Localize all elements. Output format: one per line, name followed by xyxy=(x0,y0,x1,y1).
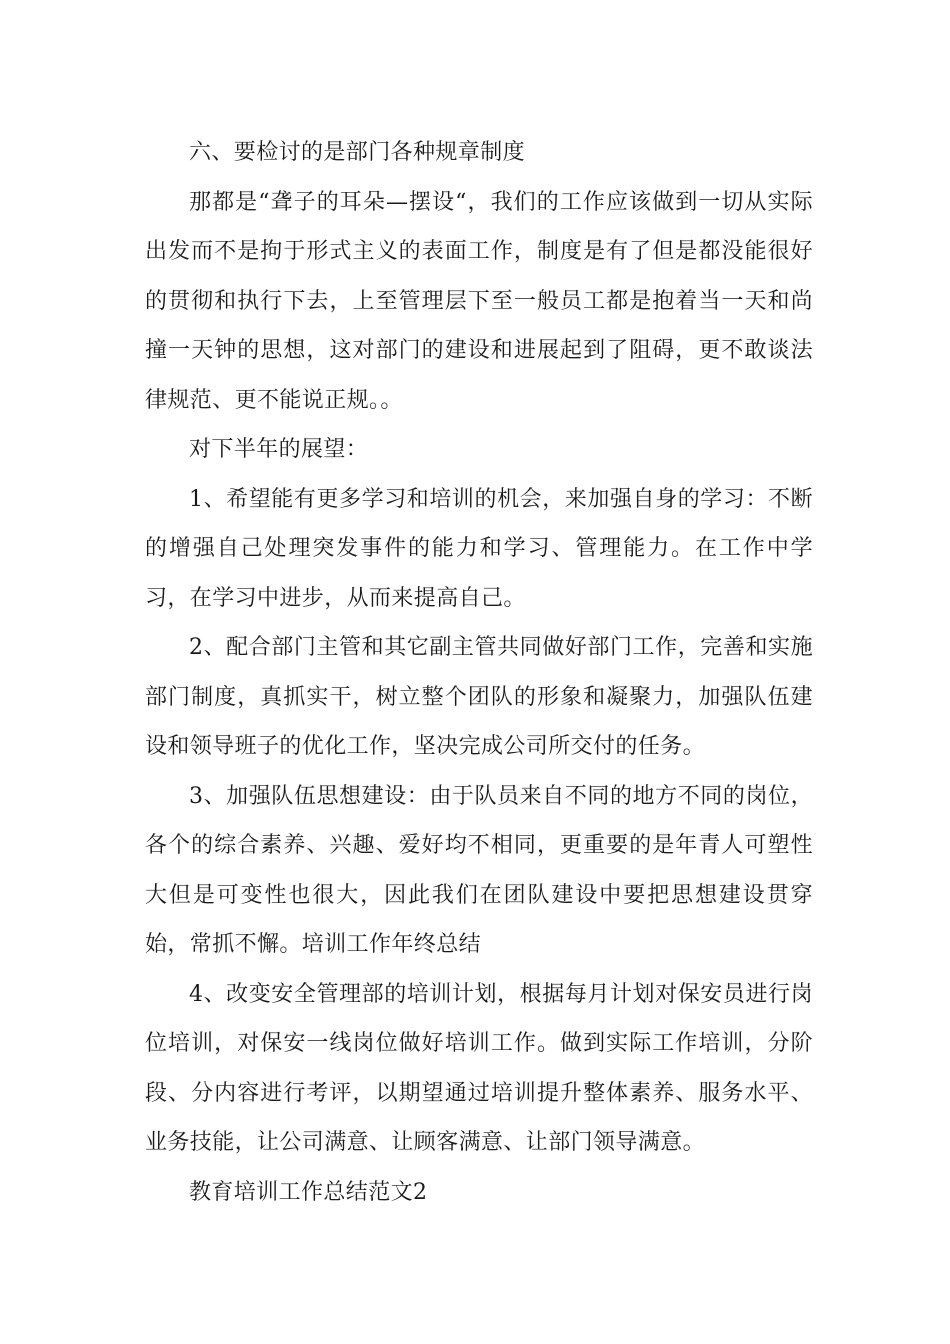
list-item: 3、加强队伍思想建设：由于队员来自不同的地方不同的岗位，各个的综合素养、兴趣、爱好均不相同，更重要的是年青人可塑性大但是可变性也很大，因此我们在团队建设中要把思想建设贯穿始，常抓不懈。培训工作年终总结 xyxy=(145,783,813,957)
list-item: 4、改变安全管理部的培训计划，根据每月计划对保安员进行岗位培训，对保安一线岗位做好培训工作。做到实际工作培训，分阶段、分内容进行考评，以期望通过培训提升整体素养、服务水平、业务技能，让公司满意、让顾客满意、让部门领导满意。 xyxy=(145,981,813,1155)
subheading: 对下半年的展望： xyxy=(189,437,369,462)
document-body xyxy=(145,128,813,1217)
body-paragraph: 那都是“聋子的耳朵—摆设“，我们的工作应该做到一切从实际出发而不是拘于形式主义的表面工作，制度是有了但是都没能很好的贯彻和执行下去，上至管理层下至一般员工都是抱着当一天和尚撞一天钟的思想，这对部门的建设和进展起到了阻碍，更不敢谈法律规范、更不能说正规。。 xyxy=(145,189,813,413)
list-item: 1、希望能有更多学习和培训的机会，来加强自身的学习：不断的增强自己处理突发事件的能力和学习、管理能力。在工作中学习，在学习中进步，从而来提高自己。 xyxy=(145,486,813,611)
document-title: 教育培训工作总结范文2 xyxy=(189,1179,428,1205)
list-item: 2、配合部门主管和其它副主管共同做好部门工作，完善和实施部门制度，真抓实干，树立整个团队的形象和凝聚力，加强队伍建设和领导班子的优化工作，坚决完成公司所交付的任务。 xyxy=(145,635,813,759)
section-heading: 六、要检讨的是部门各种规章制度 xyxy=(189,140,526,165)
